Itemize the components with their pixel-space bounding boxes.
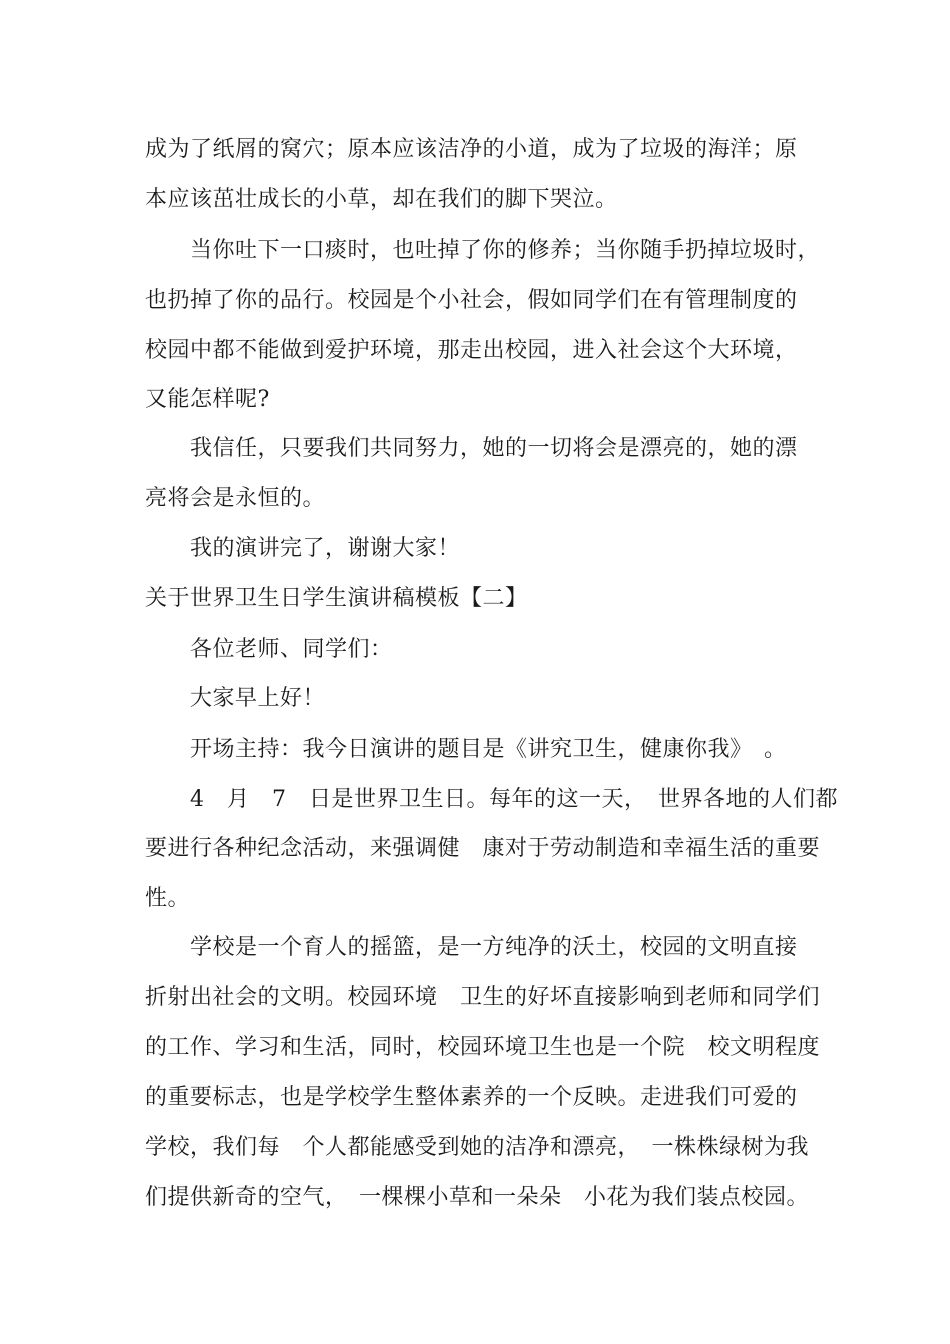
text-line: 我的演讲完了，谢谢大家！ [190,536,461,561]
text-line: 当你吐下一口痰时，也吐掉了你的修养；当你随手扔掉垃圾时， [190,238,821,263]
text-line: 要进行各种纪念活动，来强调健 康对于劳动制造和幸福生活的重要 [145,836,821,861]
text-line: 的工作、学习和生活，同时，校园环境卫生也是一个院 校文明程度 [145,1035,821,1060]
text-line: 学校，我们每 个人都能感受到她的洁净和漂亮， 一株株绿树为我 [145,1135,810,1160]
text-line: 开场主持：我今日演讲的题目是《讲究卫生，健康你我》 。 [190,737,787,762]
text-line: 折射出社会的文明。校园环境 卫生的好坏直接影响到老师和同学们 [145,985,821,1010]
text-line: 性。 [145,886,191,911]
text-line: 各位老师、同学们： [190,637,393,662]
text-line: 本应该茁壮成长的小草，却在我们的脚下哭泣。 [145,187,618,212]
text-line: 大家早上好！ [190,686,326,711]
text-line: 亮将会是永恒的。 [145,486,326,511]
section-heading: 关于世界卫生日学生演讲稿模板【二】 [145,586,528,611]
text-line: 校园中都不能做到爱护环境，那走出校园，进入社会这个大环境， [145,338,798,363]
text-line: 又能怎样呢? [145,387,270,412]
text-line: 我信任，只要我们共同努力，她的一切将会是漂亮的，她的漂 [190,436,798,461]
text-line: 4 月 7 日是世界卫生日。每年的这一天， 世界各地的人们都 [190,787,838,812]
text-line: 成为了纸屑的窝穴；原本应该洁净的小道，成为了垃圾的海洋；原 [145,137,798,162]
text-line: 的重要标志，也是学校学生整体素养的一个反映。走进我们可爱的 [145,1085,798,1110]
text-line: 也扔掉了你的品行。校园是个小社会，假如同学们在有管理制度的 [145,288,798,313]
text-line: 学校是一个育人的摇篮，是一方纯净的沃土，校园的文明直接 [190,935,798,960]
text-line: 们提供新奇的空气， 一棵棵小草和一朵朵 小花为我们装点校园。 [145,1185,810,1210]
